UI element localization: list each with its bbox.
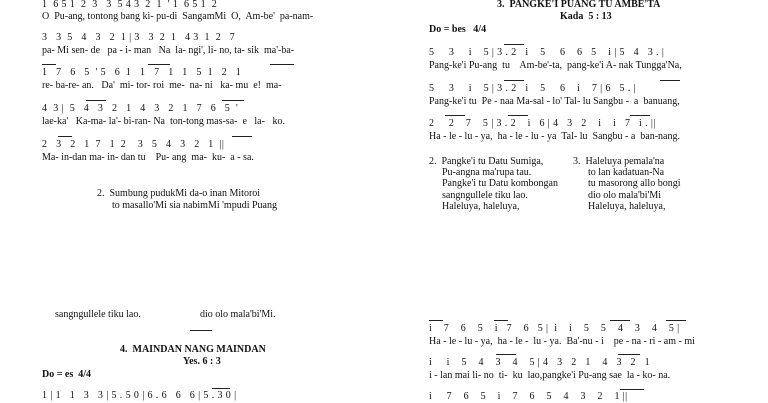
verse-2-line-5: Haleluya, haleluya,: [442, 201, 520, 212]
notation-line: 3 3 5 4 3 2 1 | 3 3 2 1 4 3 1 2 7: [42, 32, 236, 43]
notation-line: 1 6 5 1 2 3 3 5 4 3 2 1 ' 1 6 5 1 2: [42, 0, 218, 10]
song-3-reference: Kada 5 : 13: [560, 11, 612, 22]
note-overline: [508, 115, 528, 116]
lyrics-line: pa- Mi sen- de pa - i- man Na la- ngi', li- no, ta- sik ma'-ba-: [42, 45, 295, 56]
note-overline: [270, 64, 294, 65]
lyrics-line: Ha - le - lu - ya, ha - le - lu - ya Tal- lu Sangbu - a ban-nang.: [429, 131, 680, 142]
note-overline: [610, 320, 630, 321]
note-overline: [222, 100, 244, 101]
note-overline: [494, 320, 508, 321]
verse-3-line-2: to lan kadatuan-Na: [588, 167, 665, 178]
notation-line: 5 3 i 5 | 3 . 2 i 5 6 i 7 | 6 5 . |: [429, 83, 637, 94]
verse-2-line-1: 2. Sumbung pudukMi da-o inan Mitoroi: [97, 188, 261, 199]
notation-line: i i 5 4 3 4 5 | 4 3 2 1 4 3 2 1: [429, 357, 651, 368]
note-overline: [232, 136, 252, 137]
section-divider: [190, 330, 212, 331]
verse-3-line-3: tu masorong allo bongi: [588, 178, 681, 189]
lyrics-line: re- ba-re- an. Da' mi- tor- roi me- na- ni ka- mu e! ma-: [42, 80, 282, 91]
verse-2-line-4: sangngullele tiku lao.: [442, 190, 528, 201]
note-overline: [630, 115, 650, 116]
verse-3-line-5: Haleluya, haleluya,: [588, 201, 666, 212]
verse-3-line-1: 3. Haleluya pemala'na: [573, 156, 665, 167]
verse-tail-right: dio olo mala'bi'Mi.: [200, 309, 276, 320]
lyrics-line: Pang-ke'i tu Pe - naa Ma-sal - lo' Tal- lu Sangbu - a banuang,: [429, 96, 680, 107]
verse-2-line-1: 2. Pangke'i tu Datu Sumiga,: [429, 156, 544, 167]
song-4-key: Do = es 4/4: [42, 369, 92, 380]
notation-line: i 7 6 5 i 7 6 5 4 3 2 1 ||: [429, 391, 628, 402]
note-overline: [504, 44, 524, 45]
notation-line: 1 | 1 1 3 3 | 5 . 5 0 | 6 . 6 6 6 | 5 . 3 0 |: [42, 390, 237, 401]
lyrics-line: O Pu-ang, tontong bang ki- pu-di SangamMi O, Am-be' pa-nam-: [42, 11, 314, 22]
note-overline: [620, 389, 644, 390]
song-4-title: 4. MAINDAN NANG MAINDAN: [120, 344, 266, 355]
notation-line: 4 3 | 5 4 3 2 1 4 3 2 1 7 6 5 ': [42, 103, 239, 114]
note-overline: [429, 320, 443, 321]
verse-2-line-3: Pangke'i tu Datu kombongan: [442, 178, 558, 189]
verse-3-line-4: dio olo mala'bi'Mi: [588, 190, 662, 201]
notation-line: 5 3 i 5 | 3 . 2 i 5 6 6 5 i | 5 4 3 . |: [429, 47, 665, 58]
verse-tail-left: sangngullele tiku lao.: [55, 309, 141, 320]
song-3-title: 3. PANGKE'I PUANG TU AMBE'TA: [497, 0, 661, 10]
note-overline: [660, 80, 680, 81]
lyrics-line: lae-ka' Ka-ma- la'- bi-ran- Na ton-tong mas-sa- e la- ko.: [42, 116, 285, 127]
song-4-reference: Yes. 6 : 3: [183, 356, 221, 367]
note-overline: [212, 388, 230, 389]
notation-line: 2 3 2 1 7 1 2 3 5 4 3 2 1 ||: [42, 139, 225, 150]
lyrics-line: Ma- in-dan ma- in- dan tu Pu- ang ma- ku- a - sa.: [42, 152, 254, 163]
note-overline: [58, 136, 72, 137]
song-3-key: Do = bes 4/4: [429, 24, 487, 35]
lyrics-line: Ha - le - lu - ya, ha - le - lu - ya. Ba'-nu - i pe - na - ri - am - mi: [429, 336, 695, 347]
note-overline: [86, 100, 106, 101]
notation-line: i 7 6 5 i 7 6 5 | i i 5 5 4 3 4 5 |: [429, 323, 680, 334]
lyrics-line: Pang-ke'i Pu-ang tu Am-be'-ta, pang-ke'i A- nak Tungga'Na,: [429, 60, 682, 71]
note-overline: [618, 354, 640, 355]
note-overline: [42, 64, 56, 65]
lyrics-line: i - lan mai li- no ti- ku lao,pangke'i Pu-ang sae la - ko- na.: [429, 370, 671, 381]
note-overline: [148, 64, 170, 65]
note-overline: [445, 115, 465, 116]
note-overline: [504, 80, 524, 81]
note-overline: [496, 354, 516, 355]
verse-2-line-2: to masallo'Mi sia nabimMi 'mpudi Puang: [112, 200, 277, 211]
notation-line: 2 2 7 5 | 3 . 2 i 6 | 4 3 2 i i 7 i . ||: [429, 118, 656, 129]
note-overline: [666, 320, 686, 321]
verse-2-line-2: Pu-angna ma'rupa tau.: [442, 167, 532, 178]
notation-line: 1 7 6 5 ' 5 6 1 1 7 1 1 5 1 2 1: [42, 67, 242, 78]
